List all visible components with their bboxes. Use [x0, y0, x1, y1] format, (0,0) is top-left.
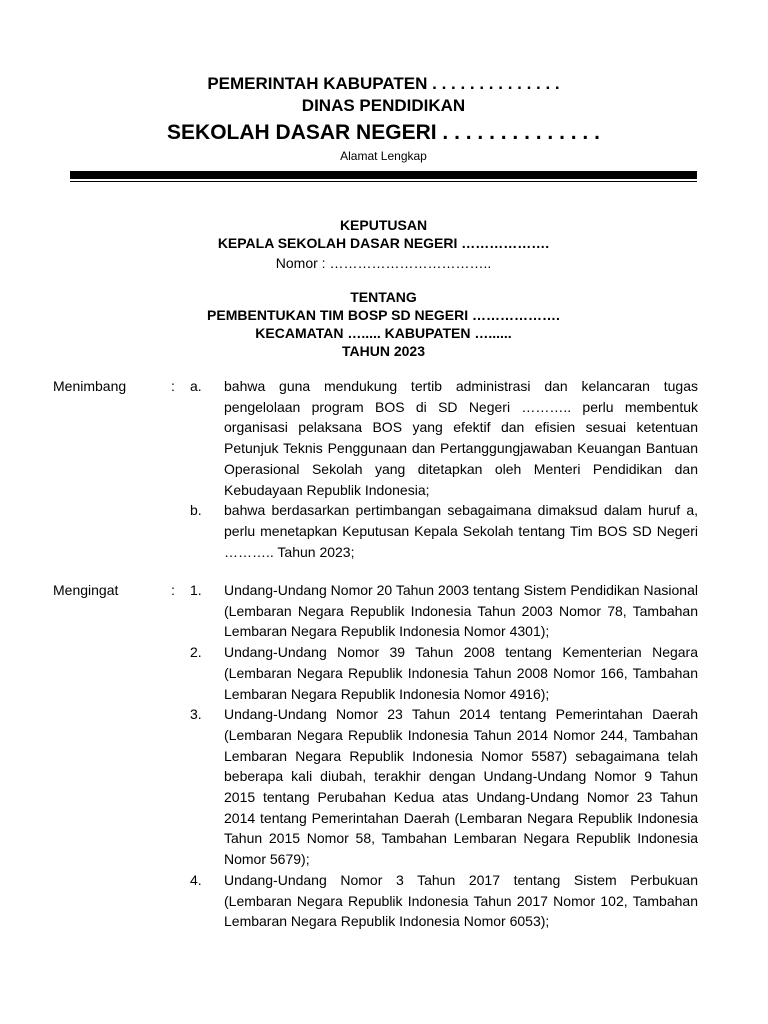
- letterhead-address: Alamat Lengkap: [340, 149, 427, 163]
- mengingat-colon: :: [171, 582, 175, 598]
- letterhead-divider-thin: [70, 181, 697, 182]
- item-text: bahwa berdasarkan pertimbangan sebagaimana dimaksud dalam huruf a, perlu menetapkan Keputusan Kepala Sekolah tentang Tim BOS SD Negeri ……….. Tahun 2023;: [224, 502, 698, 560]
- item-marker: 4.: [190, 871, 202, 888]
- item-text: Undang-Undang Nomor 20 Tahun 2003 tentang Sistem Pendidikan Nasional (Lembaran Negara Republik Indonesia Tahun 2003 Nomor 78, Tambahan Lembaran Negara Republik Indonesia Nomor 4301);: [224, 582, 698, 640]
- item-marker: 1.: [190, 582, 202, 598]
- menimbang-label: Menimbang: [53, 378, 127, 394]
- item-text: bahwa guna mendukung tertib administrasi dan kelancaran tugas pengelolaan program BOS di SD Negeri ……….. perlu membentuk organisasi pelaksana BOS yang efektif dan efisien sesuai ketentuan Petunjuk Teknis Penggunaan dan Pertanggungjawaban Keuangan Bantuan Operasional Sekolah yang ditetapkan oleh Menteri Pendidikan dan Kebudayaan Republik Indonesia;: [224, 378, 698, 498]
- decree-subject-line2: KECAMATAN …..... KABUPATEN …......: [255, 325, 512, 341]
- mengingat-item: [53, 580, 698, 642]
- letterhead-school: SEKOLAH DASAR NEGERI . . . . . . . . . . . . . .: [167, 121, 600, 144]
- item-marker: 2.: [190, 644, 202, 661]
- decree-number: Nomor : ……………………………..: [275, 255, 492, 271]
- menimbang-item: [53, 500, 698, 562]
- mengingat-item: [53, 704, 698, 870]
- letterhead-department: DINAS PENDIDIKAN: [301, 96, 466, 115]
- decree-about: TENTANG: [350, 289, 417, 305]
- letterhead-government: PEMERINTAH KABUPATEN . . . . . . . . . . . . . .: [207, 74, 560, 93]
- letterhead-divider-thick: [70, 171, 697, 179]
- mengingat-item: [53, 642, 698, 704]
- item-text: Undang-Undang Nomor 3 Tahun 2017 tentang Sistem Perbukuan (Lembaran Negara Republik Indonesia Tahun 2017 Nomor 102, Tambahan Lembaran Negara Republik Indonesia Nomor 6053);: [224, 871, 698, 930]
- menimbang-colon: :: [171, 378, 175, 394]
- item-marker: b.: [190, 502, 202, 519]
- mengingat-item: [53, 870, 698, 932]
- item-text: Undang-Undang Nomor 39 Tahun 2008 tentang Kementerian Negara (Lembaran Negara Republik Indonesia Tahun 2008 Nomor 166, Tambahan Lembaran Negara Republik Indonesia Nomor 4916);: [224, 644, 698, 702]
- item-marker: a.: [190, 378, 202, 394]
- menimbang-item: [53, 376, 698, 500]
- mengingat-section: [53, 580, 698, 932]
- mengingat-label: Mengingat: [53, 582, 119, 598]
- item-marker: 3.: [190, 706, 202, 723]
- decree-title: KEPUTUSAN: [339, 217, 428, 233]
- menimbang-section: [53, 376, 698, 562]
- item-text: Undang-Undang Nomor 23 Tahun 2014 tentang Pemerintahan Daerah (Lembaran Negara Republik Indonesia Tahun 2014 Nomor 244, Tambahan Lembaran Negara Republik Indonesia Nomor 5587) sebagaimana telah beberapa kali diubah, terakhir dengan Undang-Undang Nomor 9 Tahun 2015 tentang Perubahan Kedua atas Undang-Undang Nomor 23 Tahun 2014 tentang Pemerintahan Daerah (Lembaran Negara Republik Indonesia Tahun 2015 Nomor 58, Tambahan Lembaran Negara Republik Indonesia Nomor 5679);: [224, 706, 698, 868]
- decree-subject-line1: PEMBENTUKAN TIM BOSP SD NEGERI ……………….: [207, 307, 560, 323]
- decree-issuer: KEPALA SEKOLAH DASAR NEGERI ……………….: [217, 235, 550, 251]
- decree-year: TAHUN 2023: [342, 343, 425, 359]
